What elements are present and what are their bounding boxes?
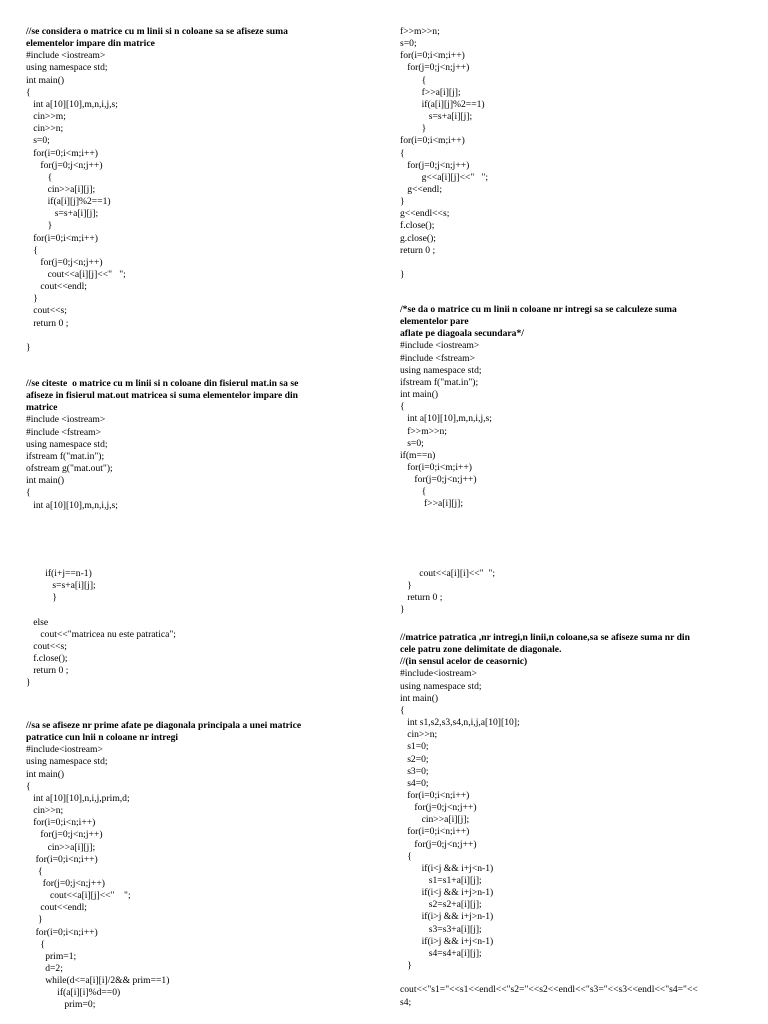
code-line: { [26,86,31,98]
code-line: cin>>n; [26,805,64,817]
code-line: s=0; [26,135,50,147]
code-line: { [26,487,31,499]
code-line: s2=s2+a[i][j]; [400,899,482,911]
code-line: return 0 ; [26,317,69,329]
code-line: if(m==n) [400,449,436,461]
code-line: s=s+a[i][j]; [26,208,99,220]
code-line: } [26,914,43,926]
code-line: s2=0; [400,753,429,765]
code-line: int a[10][10],m,n,i,j,s; [26,98,118,110]
code-line: #include <fstream> [400,352,476,364]
code-line: if(i>j && i+j>n-1) [400,911,494,923]
code-line: { [400,704,405,716]
code-line: f.close(); [26,653,68,665]
code-line: if(a[i][j]%2==1) [400,98,485,110]
code-line: int main() [400,389,439,401]
code-line: for(j=0;j<n;j++) [26,877,105,889]
code-comment-line: aflate pe diagoala secundara*/ [400,328,524,340]
code-line: { [26,780,31,792]
code-line: if(i<j && i+j>n-1) [400,887,494,899]
code-line: cout<<s; [26,640,67,652]
code-line: if(i<j && i+j<n-1) [400,862,494,874]
code-line: cout<<"matricea nu este patratica"; [26,628,176,640]
code-line: s=0; [400,437,424,449]
code-line: } [26,341,31,353]
code-line: g<<endl<<s; [400,208,450,220]
code-line: if(a[i][i]%d==0) [26,987,121,999]
code-line: { [26,171,53,183]
code-line: cin>>a[i][j]; [26,841,96,853]
code-line: for(i=0;i<n;i++) [26,817,96,829]
code-line: s1=0; [400,741,429,753]
code-line: int a[10][10],n,i,j,prim,d; [26,792,130,804]
code-line: int main() [26,74,65,86]
code-comment-line: //sa se afiseze nr prime afate pe diagonala principala a unei matrice [26,720,302,731]
code-line: cout<<endl; [26,281,87,293]
code-comment-line: elementelor pare [400,316,469,328]
code-line: int main() [26,768,65,780]
code-line: f>>m>>n; [400,425,447,437]
code-line: { [400,401,405,413]
code-line: using namespace std; [26,62,108,74]
code-line: cin>>n; [26,123,64,135]
code-line: using namespace std; [400,364,482,376]
code-line: int a[10][10],m,n,i,j,s; [26,499,118,511]
code-line: g<<a[i][j]<<" "; [400,171,489,183]
code-line: f>>a[i][j]; [400,86,461,98]
code-line: cout<<a[i][i]<<" "; [400,568,496,579]
code-line: cin>>a[i][j]; [26,183,96,195]
code-line: s=s+a[i][j]; [26,580,96,592]
code-line: if(i+j==n-1) [26,568,92,579]
code-line: { [26,938,45,950]
code-line: int main() [26,475,65,487]
code-line: } [400,960,412,972]
code-line: s3=0; [400,765,429,777]
code-line: #include<iostream> [26,744,103,756]
code-line: { [400,850,412,862]
code-line: int main() [400,692,439,704]
code-line: for(i=0;i<m;i++) [400,461,472,473]
code-line: using namespace std; [400,680,482,692]
code-line: while(d<=a[i][i]/2&& prim==1) [26,975,170,987]
code-line: cout<<s; [26,305,67,317]
code-line: for(i=0;i<n;i++) [26,853,98,865]
code-line: } [400,604,405,616]
code-line: { [26,865,43,877]
code-line: ofstream g("mat.out"); [26,463,113,475]
code-line: #include <iostream> [400,340,480,352]
code-line: cout<<endl; [26,902,87,914]
code-comment-line: //se citeste o matrice cu m linii si n coloane din fisierul mat.in sa se [26,378,299,389]
code-line: s3=s3+a[i][j]; [400,923,482,935]
code-comment-line: elementelor impare din matrice [26,38,155,50]
code-line: for(i=0;i<m;i++) [26,147,98,159]
code-line: { [400,74,427,86]
code-line: cin>>n; [400,729,438,741]
code-line: } [400,196,405,208]
code-line: ifstream f("mat.in"); [400,376,479,388]
code-line: for(i=0;i<n;i++) [26,926,98,938]
code-line: return 0 ; [400,592,443,604]
code-line: f>>m>>n; [400,26,440,37]
code-line: for(i=0;i<m;i++) [26,232,98,244]
code-line: for(j=0;j<n;j++) [400,474,477,486]
code-line: return 0 ; [400,244,436,256]
code-line: s4=s4+a[i][j]; [400,947,482,959]
code-line: for(j=0;j<n;j++) [400,159,470,171]
code-line: { [26,244,38,256]
code-line: for(j=0;j<n;j++) [400,62,470,74]
code-line: d=2; [26,963,63,974]
code-line: prim=1; [26,950,77,962]
code-line: for(j=0;j<n;j++) [400,802,477,814]
code-line: for(j=0;j<n;j++) [26,829,103,841]
code-comment-line: /*se da o matrice cu m linii n coloane nr intregi sa se calculeze suma [400,304,677,315]
code-line: g.close(); [400,232,436,244]
code-line: #include <fstream> [26,426,102,438]
code-line: } [26,293,38,305]
code-line: for(i=0;i<n;i++) [400,789,470,801]
code-comment-line: //(in sensul acelor de ceasornic) [400,656,528,668]
code-line: { [400,147,405,159]
code-line: cin>>m; [26,111,66,123]
code-line: { [400,486,427,498]
code-line: cout<<"s1="<<s1<<endl<<"s2="<<s2<<endl<<"s3="<<s3<<endl<<"s4="<< [400,984,698,996]
code-line: for(i=0;i<m;i++) [400,50,465,62]
code-comment-line: //matrice patratica ,nr intregi,n linii,n coloane,sa se afiseze suma nr din [400,632,690,643]
code-comment-line: cele patru zone delimitate de diagonale. [400,644,562,656]
code-line: f>>a[i][j]; [400,498,464,510]
code-line: for(j=0;j<n;j++) [26,159,103,171]
code-comment-line: matrice [26,402,58,414]
code-line: } [26,677,31,689]
code-comment-line: afiseze in fisierul mat.out matricea si suma elementelor impare din [26,390,298,402]
code-line: cin>>a[i][j]; [400,814,470,826]
code-line: } [400,580,412,592]
code-line: for(j=0;j<n;j++) [400,838,477,850]
code-line: s1=s1+a[i][j]; [400,875,482,886]
code-line: #include <iostream> [26,414,106,426]
code-line: s=0; [400,38,417,50]
code-line: #include<iostream> [400,668,477,680]
code-line: return 0 ; [26,665,69,677]
code-line: if(i>j && i+j<n-1) [400,935,494,947]
code-comment-line: patratice cun lnii n coloane nr intregi [26,732,179,744]
code-comment-line: //se considera o matrice cu m linii si n coloane sa se afiseze suma [26,26,288,37]
code-line: s4=0; [400,777,429,789]
code-line: for(i=0;i<m;i++) [400,135,465,147]
code-line: int a[10][10],m,n,i,j,s; [400,413,492,425]
code-line: for(j=0;j<n;j++) [26,256,103,268]
code-line: using namespace std; [26,756,108,768]
code-line: using namespace std; [26,438,108,450]
code-line: s=s+a[i][j]; [400,111,473,123]
code-line: cout<<a[i][j]<<" "; [26,890,131,902]
code-line: if(a[i][j]%2==1) [26,196,111,208]
code-line: g<<endl; [400,183,442,195]
code-line: f.close(); [400,220,435,232]
code-line: } [26,220,53,232]
code-line: cout<<a[i][j]<<" "; [26,269,126,280]
code-line: } [400,123,427,135]
code-line: for(i=0;i<n;i++) [400,826,470,838]
code-line: prim=0; [26,999,96,1011]
code-line: else [26,616,49,628]
code-line: #include <iostream> [26,50,106,62]
code-line: } [400,269,405,280]
code-line: } [26,592,57,604]
code-line: s4; [400,996,412,1008]
code-line: int s1,s2,s3,s4,n,i,j,a[10][10]; [400,717,520,729]
code-line: ifstream f("mat.in"); [26,450,105,462]
